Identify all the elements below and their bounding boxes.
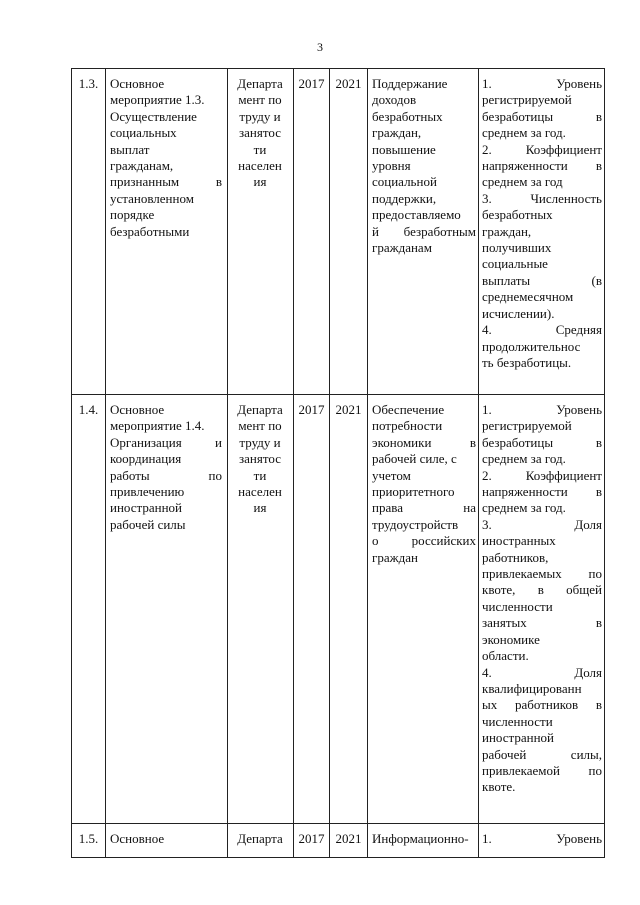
text-line: среднемесячном <box>482 289 574 305</box>
text-word: в <box>595 158 602 174</box>
text-word: напряженности <box>482 158 568 174</box>
text-line <box>482 566 602 582</box>
text-line <box>482 435 602 451</box>
text-line: области. <box>482 648 529 664</box>
text-line <box>372 500 476 516</box>
text-line: среднем за год. <box>482 500 566 516</box>
text-line <box>482 484 602 500</box>
text-word: (в <box>591 272 602 288</box>
text-line: Обеспечение <box>372 402 445 417</box>
text-line: квалифицированн <box>482 680 582 696</box>
text-word: Доля <box>574 664 602 680</box>
expected-result <box>372 402 476 566</box>
text-line: Основное <box>110 402 165 417</box>
text-line: социальной <box>372 174 437 190</box>
text-line <box>482 322 602 338</box>
text-word: общей <box>566 582 602 598</box>
text-line: рабочей силы <box>110 516 186 532</box>
text-line <box>482 615 602 631</box>
text-word: 4. <box>482 664 492 680</box>
text-line: ти <box>253 141 267 157</box>
text-line: потребности <box>372 418 443 434</box>
text-line <box>482 273 602 289</box>
text-line: предоставляемо <box>372 207 461 223</box>
executor <box>229 76 291 191</box>
text-line: Департа <box>237 76 283 91</box>
text-line: иностранной <box>482 730 554 746</box>
text-word: й <box>372 223 379 239</box>
text-line: квоте. <box>482 779 516 795</box>
text-line: регистрируемой <box>482 92 572 108</box>
text-word: на <box>463 500 476 516</box>
text-line: Департа <box>237 402 283 417</box>
start-year: 2017 <box>298 831 325 846</box>
text-line: экономике <box>482 631 540 647</box>
text-line: получивших <box>482 240 552 256</box>
text-word: привлекаемых <box>482 566 562 582</box>
row-number: 1.3. <box>78 76 99 91</box>
text-line: ия <box>253 500 267 516</box>
text-word: ых <box>482 697 498 713</box>
text-word: силы, <box>570 746 602 762</box>
text-line: гражданам <box>372 240 432 256</box>
text-line: порядке <box>110 207 155 223</box>
text-word: Доля <box>574 516 602 532</box>
text-word: выплаты <box>482 272 531 288</box>
text-word: работников <box>514 697 579 713</box>
text-word: Организация <box>110 434 182 450</box>
table-border <box>71 823 605 824</box>
page-number: 3 <box>317 40 323 54</box>
text-line: труду и <box>239 108 281 124</box>
text-line <box>110 174 222 190</box>
text-word: Коэффициент <box>525 141 602 157</box>
text-line: работников, <box>482 549 549 565</box>
indicators <box>482 831 602 847</box>
text-word: по <box>588 566 602 582</box>
text-line: социальных <box>110 125 177 141</box>
text-line: безработными <box>110 223 190 239</box>
text-line: социальные <box>482 256 548 272</box>
text-word: 1. <box>482 76 492 91</box>
text-word: 4. <box>482 322 492 338</box>
text-line <box>110 435 222 451</box>
text-word: Уровень <box>556 76 602 91</box>
row-number: 1.4. <box>78 402 99 417</box>
text-line <box>372 533 476 549</box>
text-line: иностранной <box>110 500 182 516</box>
text-word: экономики <box>372 434 432 450</box>
table-border <box>478 68 479 858</box>
text-line: установленном <box>110 190 194 206</box>
text-word: занятых <box>482 615 527 631</box>
text-line: гражданам, <box>110 158 174 174</box>
text-word: 3. <box>482 516 492 532</box>
text-line: ти <box>253 467 267 483</box>
text-line <box>482 763 602 779</box>
text-line <box>482 747 602 763</box>
text-line: привлечению <box>110 484 185 500</box>
text-word: Коэффициент <box>525 467 602 483</box>
text-line: граждан, <box>372 125 422 141</box>
text-word: безработицы <box>482 434 554 450</box>
executor <box>229 831 291 847</box>
table-border <box>71 394 605 395</box>
text-word: в <box>595 484 602 500</box>
text-line: исчислении). <box>482 305 555 321</box>
text-line: среднем за год. <box>482 125 566 141</box>
text-word: в <box>469 434 476 450</box>
text-word: 2. <box>482 467 492 483</box>
text-line: иностранных <box>482 533 556 549</box>
text-line: ия <box>253 174 267 190</box>
text-line: приоритетного <box>372 484 455 500</box>
text-line: поддержки, <box>372 190 437 206</box>
text-word: 3. <box>482 190 492 206</box>
text-line <box>372 435 476 451</box>
text-word: в <box>215 174 222 190</box>
indicators <box>482 402 602 796</box>
text-line: граждан <box>372 549 418 565</box>
text-word: в <box>595 434 602 450</box>
text-word: Численность <box>530 190 602 206</box>
text-line: мент по <box>238 418 282 434</box>
text-line: трудоустройств <box>372 516 459 532</box>
indicators <box>482 76 602 371</box>
text-word: квоте, <box>482 582 516 598</box>
text-line: населен <box>238 484 282 500</box>
text-line: координация <box>110 451 182 467</box>
text-line: рабочей силе, с <box>372 451 457 467</box>
text-word: и <box>215 434 222 450</box>
table-border <box>71 68 72 858</box>
text-word: 1. <box>482 831 492 846</box>
text-word: Уровень <box>556 831 602 846</box>
text-line: труду и <box>239 434 281 450</box>
end-year: 2021 <box>335 402 362 417</box>
text-word: привлекаемой <box>482 762 560 778</box>
text-line: регистрируемой <box>482 418 572 434</box>
start-year: 2017 <box>298 76 325 91</box>
text-word: 2. <box>482 141 492 157</box>
text-word: в <box>595 615 602 631</box>
text-line <box>372 224 476 240</box>
text-word: безработным <box>403 223 476 239</box>
table-border <box>71 68 605 69</box>
text-line: Информационно- <box>372 831 469 846</box>
text-line: граждан, <box>482 223 532 239</box>
text-line: мероприятие 1.4. <box>110 418 205 434</box>
text-line: занятос <box>239 451 281 467</box>
text-line <box>482 142 602 158</box>
text-word: Уровень <box>556 402 602 417</box>
text-line <box>482 697 602 713</box>
text-word: российских <box>411 533 476 549</box>
text-line <box>482 665 602 681</box>
text-line: уровня <box>372 158 411 174</box>
measure-name <box>110 831 222 847</box>
text-line: мент по <box>238 92 282 108</box>
text-line: среднем за год. <box>482 451 566 467</box>
text-line <box>482 191 602 207</box>
text-line: Осуществление <box>110 108 197 124</box>
measure-name <box>110 402 222 533</box>
text-word: в <box>537 582 544 598</box>
table-border <box>227 68 228 858</box>
text-line: занятос <box>239 125 281 141</box>
text-word: 1. <box>482 402 492 417</box>
end-year: 2021 <box>335 831 362 846</box>
text-word: о <box>372 533 379 549</box>
text-line: безработных <box>372 108 443 124</box>
text-word: признанным <box>110 174 180 190</box>
text-word: по <box>588 762 602 778</box>
text-line: ть безработицы. <box>482 354 572 370</box>
text-line: Основное <box>110 831 165 846</box>
text-line <box>482 109 602 125</box>
text-line: доходов <box>372 92 417 108</box>
text-line: среднем за год <box>482 174 563 190</box>
text-line: населен <box>238 158 282 174</box>
text-line <box>482 158 602 174</box>
text-line: выплат <box>110 141 150 157</box>
text-word: Средняя <box>555 322 602 338</box>
text-line: учетом <box>372 467 411 483</box>
table-border <box>604 68 605 858</box>
text-line: безработных <box>482 207 553 223</box>
text-word: работы <box>110 467 150 483</box>
text-line <box>482 517 602 533</box>
expected-result <box>372 76 476 256</box>
measure-name <box>110 76 222 240</box>
table-border <box>293 68 294 858</box>
table-border <box>105 68 106 858</box>
start-year: 2017 <box>298 402 325 417</box>
expected-result <box>372 831 476 847</box>
text-line: численности <box>482 713 553 729</box>
table-border <box>367 68 368 858</box>
text-word: права <box>372 500 403 516</box>
text-line: Поддержание <box>372 76 448 91</box>
text-line: мероприятие 1.3. <box>110 92 205 108</box>
text-line <box>482 582 602 598</box>
row-number: 1.5. <box>78 831 99 846</box>
text-word: по <box>208 467 222 483</box>
text-line: Департа <box>237 831 283 846</box>
text-line <box>482 402 602 418</box>
text-word: безработицы <box>482 108 554 124</box>
text-line <box>482 831 602 847</box>
table-border <box>71 857 605 858</box>
text-word: напряженности <box>482 484 568 500</box>
text-word: в <box>595 108 602 124</box>
text-line <box>482 76 602 92</box>
text-line: численности <box>482 598 553 614</box>
text-line <box>482 468 602 484</box>
table-border <box>329 68 330 858</box>
text-line: Основное <box>110 76 165 91</box>
text-line: продолжительнос <box>482 338 581 354</box>
text-word: в <box>595 697 602 713</box>
text-line <box>110 468 222 484</box>
end-year: 2021 <box>335 76 362 91</box>
text-line: повышение <box>372 141 436 157</box>
text-word: рабочей <box>482 746 527 762</box>
executor <box>229 402 291 517</box>
